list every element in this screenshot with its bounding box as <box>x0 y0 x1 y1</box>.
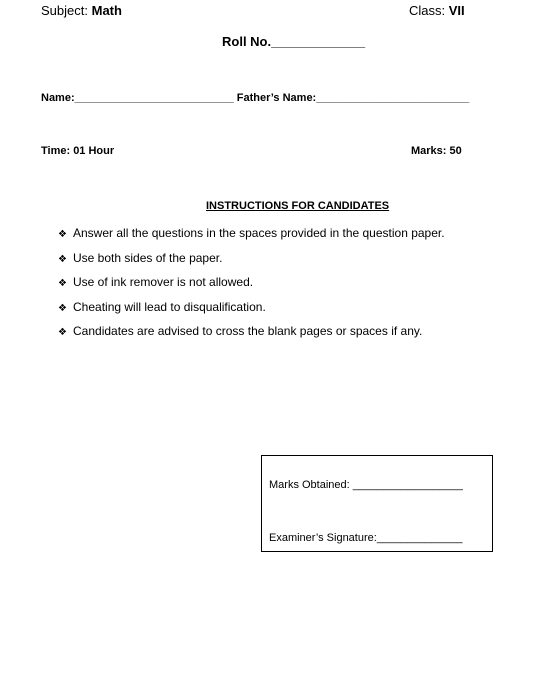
roll-number-field: Roll No._____________ <box>222 34 366 49</box>
instruction-item <box>58 275 445 300</box>
name-field: Name:__________________________ <box>41 92 234 104</box>
student-name-row <box>41 92 469 104</box>
class-value: VII <box>448 3 465 18</box>
father-name-field: Father’s Name:_________________________ <box>236 92 470 104</box>
subject-label: Subject: <box>41 3 88 18</box>
class-line <box>409 3 465 18</box>
instruction-text: Use of ink remover is not allowed. <box>73 275 254 289</box>
subject-value: Math <box>91 3 122 18</box>
instruction-item <box>58 251 445 276</box>
instruction-text: Use both sides of the paper. <box>73 250 223 265</box>
exam-time: Time: 01 Hour <box>41 145 115 157</box>
diamond-bullet-icon: ❖ <box>58 253 67 265</box>
instructions-heading: INSTRUCTIONS FOR CANDIDATES <box>206 200 390 212</box>
examiner-signature-field: Examiner’s Signature:______________ <box>269 532 463 544</box>
diamond-bullet-icon: ❖ <box>58 327 67 338</box>
instruction-text: Cheating will lead to disqualification. <box>73 299 266 314</box>
diamond-bullet-icon: ❖ <box>58 229 67 240</box>
diamond-bullet-icon: ❖ <box>58 278 67 289</box>
diamond-bullet-icon: ❖ <box>58 302 67 314</box>
instruction-text: Candidates are advised to cross the blank pages or spaces if any. <box>73 324 423 338</box>
subject-line <box>41 3 122 18</box>
instruction-item <box>58 324 445 349</box>
instructions-list <box>58 226 445 349</box>
marks-obtained-field: Marks Obtained: __________________ <box>269 479 463 491</box>
class-label: Class: <box>409 3 446 18</box>
exam-total-marks: Marks: 50 <box>411 145 462 157</box>
instruction-text: Answer all the questions in the spaces provided in the question paper. <box>73 226 445 240</box>
instruction-item <box>58 226 445 251</box>
instruction-item <box>58 300 445 325</box>
examiner-marks-box <box>261 455 493 552</box>
